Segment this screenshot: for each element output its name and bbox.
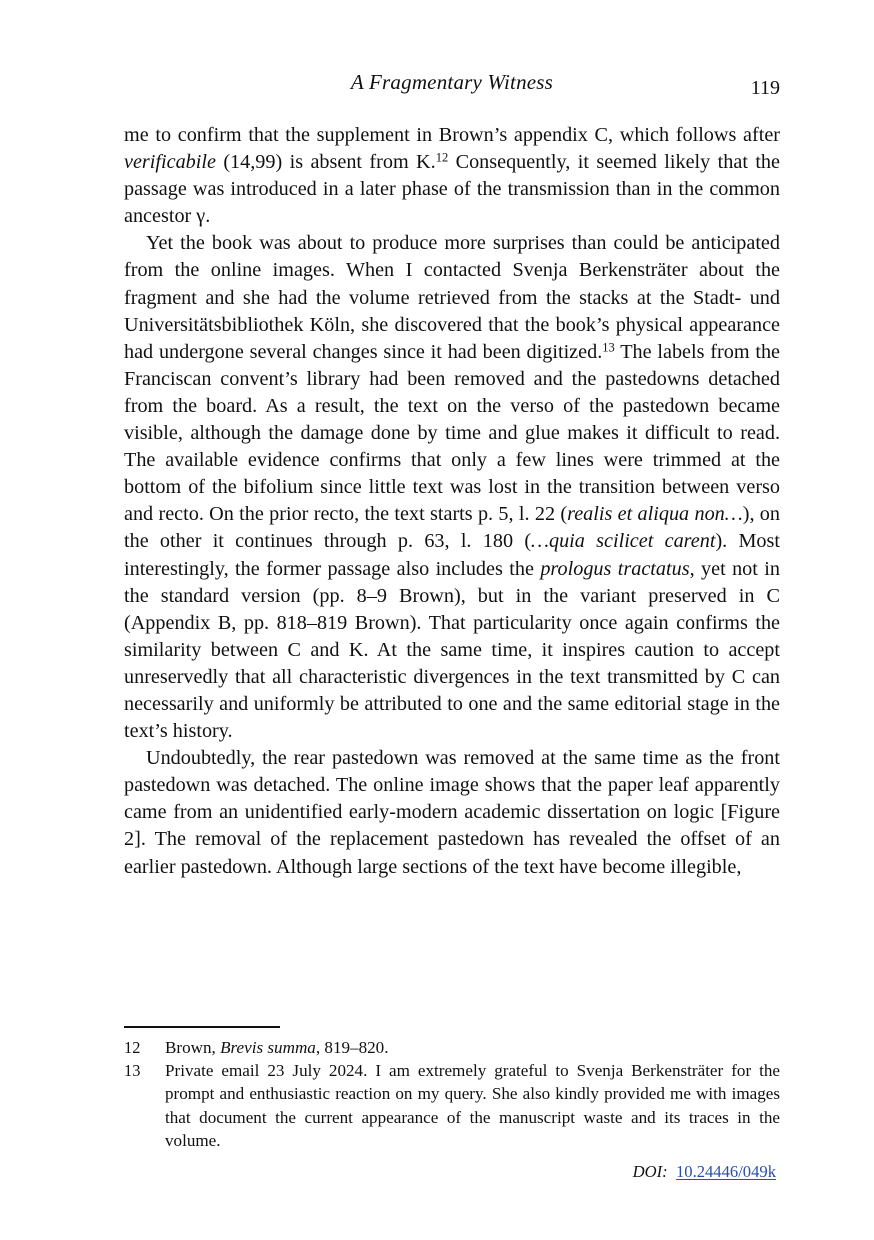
footnote-number: 13: [124, 1061, 141, 1081]
text-run: (14,99) is absent from K.: [215, 151, 436, 174]
italic-run: …quia scilicet carent: [531, 530, 716, 553]
text-run: ), on the other it continues through p. 63, l. 180 (: [124, 503, 780, 553]
text-run: Undoubtedly, the rear pastedown was removed at the same time as the front pastedown was detached. The online image shows that the paper leaf apparently came from an unidentified early-modern academic dissertation on logic [Figure 2]. The removal of the replacement pastedown has revealed the offset of an earlier pastedown. Although large sections of the text have become illegible,: [124, 747, 780, 878]
text-run: Private email 23 July 2024. I am extremely grateful to Svenja Berkensträter for the prompt and enthusiastic reaction on my query. She also kindly provided me with images that document the current appearance of the manuscript waste and its traces in the volume.: [165, 1061, 780, 1150]
doi-line: [633, 1162, 776, 1182]
footnote-marker: 12: [435, 150, 449, 165]
footnote-item: [124, 1036, 780, 1059]
italic-run: prologus tractatus: [540, 557, 690, 580]
text-run: Yet the book was about to produce more surprises than could be anticipated from the online images. When I contacted Svenja Berkensträter about the fragment and she had the volume retrieved from the stacks at the Stadt- und Universitätsbibliothek Köln, she discovered that the book’s physical appearance had undergone several changes since it had been digitized.: [124, 232, 780, 363]
body-paragraph: [124, 122, 780, 230]
italic-run: Brevis summa: [220, 1038, 316, 1057]
text-run: ). Most interestingly, the former passage also includes the: [124, 530, 780, 580]
footnote-text: [165, 1036, 780, 1059]
body-paragraph: [124, 745, 780, 880]
doi-link[interactable]: 10.24446/049k: [675, 1162, 776, 1181]
text-run: me to confirm that the supplement in Brown’s appendix C, which follows after: [124, 124, 780, 146]
italic-run: realis et aliqua non…: [567, 503, 743, 526]
italic-run: verificabile: [124, 151, 216, 174]
text-run: Consequently, it seemed likely that the passage was introduced in a later phase of the transmission than in the common ancestor γ.: [124, 151, 780, 228]
body-text: [124, 122, 780, 881]
page-number: 119: [750, 77, 780, 99]
footnote-item: [124, 1059, 780, 1152]
footnote-list: [124, 1036, 780, 1152]
footnote-separator-rule: [124, 1026, 280, 1028]
text-run: Brown,: [165, 1038, 221, 1057]
body-paragraph: [124, 230, 780, 745]
footnote-number: 12: [124, 1038, 141, 1057]
footnote-marker: 13: [602, 340, 615, 355]
footnote-text: [165, 1059, 780, 1152]
text-run: , yet not in the standard version (pp. 8–9 Brown), but in the variant preserved in C (Appendix B, pp. 818–819 Brown). That particularity once again confirms the similarity between C and K. At the same time, it inspires caution to accept unreservedly that all characteristic divergences in the text transmitted by C can necessarily and uniformly be attributed to one and the same editorial stage in the text’s history.: [124, 557, 780, 743]
text-run: The labels from the Franciscan convent’s library had been removed and the pastedowns detached from the board. As a result, the text on the verso of the pastedown became visible, although the damage done by time and glue makes it difficult to read. The available evidence confirms that only a few lines were trimmed at the bottom of the bifolium since little text was lost in the transition between verso and recto. On the prior recto, the text starts p. 5, l. 22 (: [124, 340, 780, 526]
text-run: , 819–820.: [315, 1038, 389, 1057]
running-header-title: A Fragmentary Witness: [350, 70, 554, 94]
running-header: [124, 70, 780, 100]
doi-label: DOI:: [632, 1162, 668, 1181]
